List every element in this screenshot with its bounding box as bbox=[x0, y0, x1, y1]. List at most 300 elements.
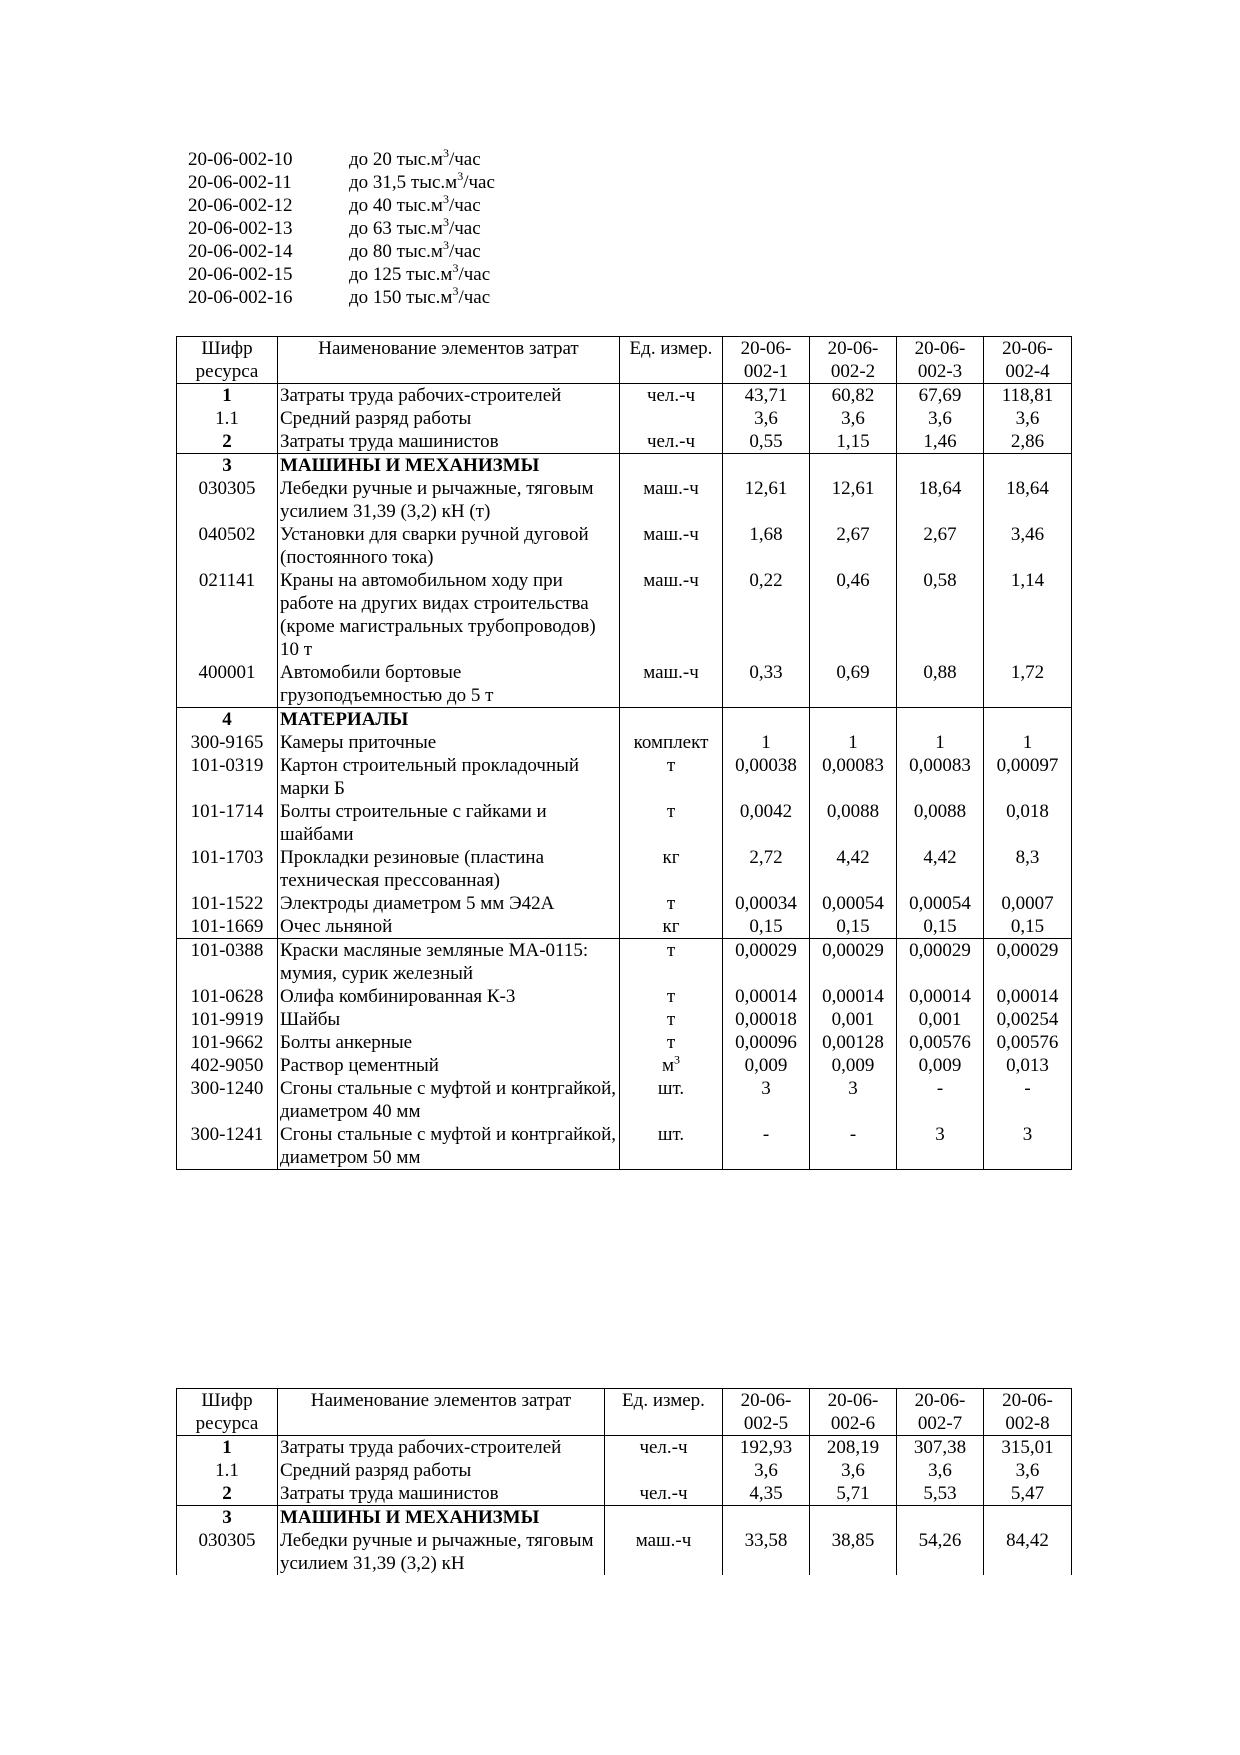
header-col-3: 20-06-002-7 bbox=[897, 1389, 984, 1436]
unit-text: чел.-ч bbox=[646, 431, 696, 452]
value-col-3: 54,26 bbox=[897, 1529, 984, 1575]
resource-name: Краски масляные земляные МА-0115: мумия, сурик железный bbox=[278, 939, 620, 986]
code-list-row bbox=[188, 214, 495, 240]
resource-code: 300-1241 bbox=[177, 1123, 278, 1170]
value-col-2: 0,0088 bbox=[810, 800, 897, 846]
resource-code: 101-0319 bbox=[177, 754, 278, 800]
resource-unit bbox=[620, 1054, 723, 1077]
value-col-4: 84,42 bbox=[984, 1529, 1072, 1575]
resource-code: 101-1703 bbox=[177, 846, 278, 892]
value-col-1: 0,009 bbox=[723, 1054, 810, 1077]
header-col-3: 20-06-002-3 bbox=[897, 337, 984, 384]
value-col-1: - bbox=[723, 1123, 810, 1170]
resource-name: Камеры приточные bbox=[278, 731, 620, 754]
code-list-desc bbox=[349, 168, 495, 194]
unit-text: т bbox=[666, 801, 676, 822]
table-row bbox=[177, 708, 1072, 732]
value-col-3: 0,88 bbox=[897, 661, 984, 708]
value-col-1: 0,00018 bbox=[723, 1008, 810, 1031]
header-code: Шифр ресурса bbox=[177, 337, 278, 384]
resource-code: 1.1 bbox=[177, 1459, 278, 1482]
value-col-2: 0,00054 bbox=[810, 892, 897, 915]
value-col-4: 0,00097 bbox=[984, 754, 1072, 800]
resource-code: 1.1 bbox=[177, 407, 278, 430]
code-list-sup: 3 bbox=[442, 214, 449, 229]
value-col-2: 0,00029 bbox=[810, 939, 897, 986]
value-col-1: 0,55 bbox=[723, 430, 810, 454]
value-col-2: 0,00014 bbox=[810, 985, 897, 1008]
table-row bbox=[177, 523, 1072, 569]
value-col-3: 0,00029 bbox=[897, 939, 984, 986]
resource-code: 402-9050 bbox=[177, 1054, 278, 1077]
value-col-4: - bbox=[984, 1077, 1072, 1123]
resource-unit bbox=[605, 1506, 723, 1530]
value-col-1: 0,0042 bbox=[723, 800, 810, 846]
table-row bbox=[177, 1506, 1072, 1530]
value-col-1: 0,33 bbox=[723, 661, 810, 708]
unit-text: маш.-ч bbox=[635, 1530, 692, 1551]
value-col-3: 2,67 bbox=[897, 523, 984, 569]
resource-unit bbox=[605, 1436, 723, 1460]
resource-name: Сгоны стальные с муфтой и контргайкой, диаметром 50 мм bbox=[278, 1123, 620, 1170]
resource-unit bbox=[620, 939, 723, 986]
resource-unit bbox=[605, 1459, 723, 1482]
unit-text: шт. bbox=[657, 1078, 685, 1099]
code-list-text: до 20 тыс.м bbox=[349, 149, 443, 170]
value-col-3: 67,69 bbox=[897, 384, 984, 408]
value-col-1 bbox=[723, 1506, 810, 1530]
value-col-4: 2,86 bbox=[984, 430, 1072, 454]
resource-unit bbox=[620, 454, 723, 478]
code-list-sup: 3 bbox=[442, 145, 449, 160]
resource-name: Электроды диаметром 5 мм Э42А bbox=[278, 892, 620, 915]
table-row bbox=[177, 477, 1072, 523]
table-header-row bbox=[177, 337, 1072, 384]
value-col-2: 0,001 bbox=[810, 1008, 897, 1031]
value-col-4: 18,64 bbox=[984, 477, 1072, 523]
resource-unit bbox=[620, 384, 723, 408]
resource-name: Сгоны стальные с муфтой и контргайкой, диаметром 40 мм bbox=[278, 1077, 620, 1123]
code-list-code: 20-06-002-14 bbox=[188, 241, 293, 262]
value-col-3: 18,64 bbox=[897, 477, 984, 523]
code-list-desc bbox=[349, 283, 491, 309]
code-list-text: до 80 тыс.м bbox=[349, 241, 443, 262]
resource-code: 021141 bbox=[177, 569, 278, 661]
resource-code: 300-9165 bbox=[177, 731, 278, 754]
resource-code: 3 bbox=[177, 1506, 278, 1530]
resource-unit bbox=[620, 430, 723, 454]
resource-name: Картон строительный прокладочный марки Б bbox=[278, 754, 620, 800]
value-col-2: 12,61 bbox=[810, 477, 897, 523]
unit-text: т bbox=[666, 755, 676, 776]
resource-name: Очес льняной bbox=[278, 915, 620, 939]
resource-code: 101-9662 bbox=[177, 1031, 278, 1054]
code-list-suffix: /час bbox=[448, 218, 481, 239]
table-row bbox=[177, 1123, 1072, 1170]
resource-name: Лебедки ручные и рычажные, тяговым усилием 31,39 (3,2) кН (т) bbox=[278, 477, 620, 523]
resource-unit bbox=[620, 800, 723, 846]
resource-code: 300-1240 bbox=[177, 1077, 278, 1123]
code-list-desc bbox=[349, 237, 481, 263]
code-list-code: 20-06-002-13 bbox=[188, 218, 293, 239]
value-col-3: - bbox=[897, 1077, 984, 1123]
value-col-3: 0,58 bbox=[897, 569, 984, 661]
table-row bbox=[177, 1054, 1072, 1077]
code-list-text: до 150 тыс.м bbox=[349, 287, 453, 308]
value-col-4: 0,0007 bbox=[984, 892, 1072, 915]
value-col-4: 5,47 bbox=[984, 1482, 1072, 1506]
value-col-2: 3,6 bbox=[810, 407, 897, 430]
unit-text: кг bbox=[662, 847, 680, 868]
value-col-4: 0,00029 bbox=[984, 939, 1072, 986]
table-row bbox=[177, 892, 1072, 915]
resource-name: Прокладки резиновые (пластина техническая прессованная) bbox=[278, 846, 620, 892]
value-col-2 bbox=[810, 708, 897, 732]
unit-text: маш.-ч bbox=[643, 570, 699, 591]
table-row bbox=[177, 1077, 1072, 1123]
resource-name: Затраты труда машинистов bbox=[278, 1482, 605, 1506]
resource-unit bbox=[620, 754, 723, 800]
resource-name: Затраты труда машинистов bbox=[278, 430, 620, 454]
value-col-3: 3 bbox=[897, 1123, 984, 1170]
value-col-3: 3,6 bbox=[897, 407, 984, 430]
value-col-4: 1,72 bbox=[984, 661, 1072, 708]
resource-code: 3 bbox=[177, 454, 278, 478]
table-header-row bbox=[177, 1389, 1072, 1436]
code-list-suffix: /час bbox=[448, 149, 481, 170]
value-col-4: 3,6 bbox=[984, 407, 1072, 430]
resource-unit bbox=[620, 708, 723, 732]
header-col-1: 20-06-002-5 bbox=[723, 1389, 810, 1436]
value-col-3: 1,46 bbox=[897, 430, 984, 454]
code-list-code: 20-06-002-16 bbox=[188, 287, 293, 308]
resource-name: Затраты труда рабочих-строителей bbox=[278, 384, 620, 408]
header-name: Наименование элементов затрат bbox=[278, 337, 620, 384]
value-col-2: 0,46 bbox=[810, 569, 897, 661]
value-col-1: 0,00029 bbox=[723, 939, 810, 986]
resource-name: Шайбы bbox=[278, 1008, 620, 1031]
value-col-4: 0,15 bbox=[984, 915, 1072, 939]
value-col-4: 3 bbox=[984, 1123, 1072, 1170]
value-col-2: 0,00083 bbox=[810, 754, 897, 800]
value-col-3: 0,00083 bbox=[897, 754, 984, 800]
table-row bbox=[177, 1529, 1072, 1575]
value-col-2: 60,82 bbox=[810, 384, 897, 408]
resource-code: 101-0388 bbox=[177, 939, 278, 986]
table-row bbox=[177, 407, 1072, 430]
resource-unit bbox=[620, 892, 723, 915]
header-col-4: 20-06-002-8 bbox=[984, 1389, 1072, 1436]
unit-text: комплект bbox=[633, 732, 709, 753]
table-row bbox=[177, 754, 1072, 800]
resource-name: Лебедки ручные и рычажные, тяговым усилием 31,39 (3,2) кН bbox=[278, 1529, 605, 1575]
value-col-4: 0,00014 bbox=[984, 985, 1072, 1008]
resource-code: 400001 bbox=[177, 661, 278, 708]
code-list-row bbox=[188, 168, 495, 194]
value-col-2: 0,00128 bbox=[810, 1031, 897, 1054]
value-col-2: 2,67 bbox=[810, 523, 897, 569]
value-col-4 bbox=[984, 1506, 1072, 1530]
resource-unit bbox=[620, 477, 723, 523]
table-row bbox=[177, 430, 1072, 454]
unit-text: чел.-ч bbox=[639, 1483, 688, 1504]
resource-unit bbox=[620, 1031, 723, 1054]
resource-name: Средний разряд работы bbox=[278, 1459, 605, 1482]
value-col-4: 1 bbox=[984, 731, 1072, 754]
unit-sup: 3 bbox=[674, 1052, 681, 1067]
code-list-sup: 3 bbox=[452, 260, 459, 275]
code-list-suffix: /час bbox=[463, 172, 495, 193]
value-col-4: 0,00576 bbox=[984, 1031, 1072, 1054]
value-col-1: 3,6 bbox=[723, 1459, 810, 1482]
value-col-2: 5,71 bbox=[810, 1482, 897, 1506]
unit-text: м bbox=[661, 1055, 675, 1076]
value-col-4: 315,01 bbox=[984, 1436, 1072, 1460]
value-col-1: 0,15 bbox=[723, 915, 810, 939]
value-col-1: 12,61 bbox=[723, 477, 810, 523]
table-row bbox=[177, 915, 1072, 939]
resource-code: 101-1714 bbox=[177, 800, 278, 846]
unit-text: шт. bbox=[657, 1124, 685, 1145]
value-col-2: - bbox=[810, 1123, 897, 1170]
table-row bbox=[177, 731, 1072, 754]
unit-text: маш.-ч bbox=[643, 524, 699, 545]
value-col-1: 0,00038 bbox=[723, 754, 810, 800]
value-col-3: 0,001 bbox=[897, 1008, 984, 1031]
value-col-3 bbox=[897, 708, 984, 732]
code-list-suffix: /час bbox=[458, 264, 491, 285]
resource-code: 101-0628 bbox=[177, 985, 278, 1008]
value-col-4: 3,6 bbox=[984, 1459, 1072, 1482]
code-list-sup: 3 bbox=[442, 237, 449, 252]
value-col-3: 307,38 bbox=[897, 1436, 984, 1460]
resource-name: МАШИНЫ И МЕХАНИЗМЫ bbox=[278, 1506, 605, 1530]
code-list-desc bbox=[349, 145, 481, 171]
unit-text: чел.-ч bbox=[639, 1437, 688, 1458]
value-col-2: 4,42 bbox=[810, 846, 897, 892]
resource-name: МАШИНЫ И МЕХАНИЗМЫ bbox=[278, 454, 620, 478]
value-col-1: 0,00096 bbox=[723, 1031, 810, 1054]
resource-name: Средний разряд работы bbox=[278, 407, 620, 430]
code-list-text: до 31,5 тыс.м bbox=[349, 172, 458, 193]
code-list-suffix: /час bbox=[448, 241, 481, 262]
code-list-row bbox=[188, 145, 495, 171]
table-row bbox=[177, 1008, 1072, 1031]
value-col-3: 0,15 bbox=[897, 915, 984, 939]
value-col-3: 5,53 bbox=[897, 1482, 984, 1506]
code-list-desc bbox=[349, 260, 491, 286]
value-col-1: 2,72 bbox=[723, 846, 810, 892]
value-col-2: 3,6 bbox=[810, 1459, 897, 1482]
code-list-text: до 63 тыс.м bbox=[349, 218, 443, 239]
value-col-1: 1 bbox=[723, 731, 810, 754]
value-col-1: 192,93 bbox=[723, 1436, 810, 1460]
code-list-desc bbox=[349, 214, 481, 240]
resource-name: Болты строительные с гайками и шайбами bbox=[278, 800, 620, 846]
value-col-4: 8,3 bbox=[984, 846, 1072, 892]
value-col-3: 0,009 bbox=[897, 1054, 984, 1077]
value-col-3: 1 bbox=[897, 731, 984, 754]
resource-unit bbox=[620, 985, 723, 1008]
value-col-3: 3,6 bbox=[897, 1459, 984, 1482]
resource-code: 030305 bbox=[177, 477, 278, 523]
resource-unit bbox=[620, 1123, 723, 1170]
table-row bbox=[177, 939, 1072, 986]
resource-code: 2 bbox=[177, 430, 278, 454]
resource-table-2 bbox=[176, 1388, 1072, 1575]
resource-table-1 bbox=[176, 336, 1072, 1170]
resource-code: 101-9919 bbox=[177, 1008, 278, 1031]
table-row bbox=[177, 1031, 1072, 1054]
code-list-code: 20-06-002-15 bbox=[188, 264, 293, 285]
code-list-code: 20-06-002-11 bbox=[188, 172, 292, 193]
resource-code: 040502 bbox=[177, 523, 278, 569]
unit-text: т bbox=[666, 893, 676, 914]
value-col-1 bbox=[723, 454, 810, 478]
code-list-suffix: /час bbox=[458, 287, 491, 308]
code-list-text: до 125 тыс.м bbox=[349, 264, 453, 285]
header-col-4: 20-06-002-4 bbox=[984, 337, 1072, 384]
value-col-2: 0,15 bbox=[810, 915, 897, 939]
value-col-2: 208,19 bbox=[810, 1436, 897, 1460]
unit-text: кг bbox=[662, 916, 680, 937]
resource-unit bbox=[620, 731, 723, 754]
header-code: Шифр ресурса bbox=[177, 1389, 278, 1436]
value-col-4 bbox=[984, 708, 1072, 732]
table-row bbox=[177, 985, 1072, 1008]
resource-name: Болты анкерные bbox=[278, 1031, 620, 1054]
table-row bbox=[177, 661, 1072, 708]
value-col-2: 38,85 bbox=[810, 1529, 897, 1575]
value-col-1: 1,68 bbox=[723, 523, 810, 569]
resource-code: 4 bbox=[177, 708, 278, 732]
code-list-sup: 3 bbox=[452, 283, 459, 298]
value-col-1 bbox=[723, 708, 810, 732]
resource-unit bbox=[620, 407, 723, 430]
value-col-2 bbox=[810, 454, 897, 478]
table-row bbox=[177, 1459, 1072, 1482]
value-col-3: 0,00054 bbox=[897, 892, 984, 915]
resource-name: Установки для сварки ручной дуговой (постоянного тока) bbox=[278, 523, 620, 569]
table-row bbox=[177, 384, 1072, 408]
resource-code: 101-1522 bbox=[177, 892, 278, 915]
table-row bbox=[177, 1482, 1072, 1506]
value-col-3 bbox=[897, 1506, 984, 1530]
value-col-4: 0,013 bbox=[984, 1054, 1072, 1077]
value-col-4: 0,00254 bbox=[984, 1008, 1072, 1031]
value-col-2: 3 bbox=[810, 1077, 897, 1123]
resource-name: МАТЕРИАЛЫ bbox=[278, 708, 620, 732]
resource-unit bbox=[620, 1077, 723, 1123]
code-list-row bbox=[188, 237, 495, 263]
resource-unit bbox=[605, 1529, 723, 1575]
header-col-2: 20-06-002-6 bbox=[810, 1389, 897, 1436]
value-col-1: 43,71 bbox=[723, 384, 810, 408]
value-col-2 bbox=[810, 1506, 897, 1530]
value-col-1: 33,58 bbox=[723, 1529, 810, 1575]
value-col-2: 1 bbox=[810, 731, 897, 754]
value-col-1: 0,00014 bbox=[723, 985, 810, 1008]
code-list-row bbox=[188, 260, 495, 286]
value-col-3: 0,00576 bbox=[897, 1031, 984, 1054]
unit-text: т bbox=[666, 986, 676, 1007]
table-row bbox=[177, 454, 1072, 478]
resource-code: 1 bbox=[177, 1436, 278, 1460]
code-list bbox=[188, 145, 495, 309]
resource-unit bbox=[620, 661, 723, 708]
unit-text: чел.-ч bbox=[646, 385, 696, 406]
unit-text: маш.-ч bbox=[643, 478, 699, 499]
code-list-desc bbox=[349, 191, 481, 217]
value-col-4: 118,81 bbox=[984, 384, 1072, 408]
header-col-1: 20-06-002-1 bbox=[723, 337, 810, 384]
table-row bbox=[177, 846, 1072, 892]
resource-unit bbox=[605, 1482, 723, 1506]
code-list-row bbox=[188, 283, 495, 309]
resource-name: Краны на автомобильном ходу при работе на других видах строительства (кроме магистральных трубопроводов) 10 т bbox=[278, 569, 620, 661]
resource-code: 1 bbox=[177, 384, 278, 408]
unit-text: т bbox=[666, 1009, 676, 1030]
resource-unit bbox=[620, 1008, 723, 1031]
resource-unit bbox=[620, 569, 723, 661]
table-row bbox=[177, 1436, 1072, 1460]
resource-name: Раствор цементный bbox=[278, 1054, 620, 1077]
value-col-3 bbox=[897, 454, 984, 478]
unit-text: т bbox=[666, 1032, 676, 1053]
value-col-1: 0,22 bbox=[723, 569, 810, 661]
resource-unit bbox=[620, 915, 723, 939]
value-col-2: 0,009 bbox=[810, 1054, 897, 1077]
resource-unit bbox=[620, 523, 723, 569]
code-list-sup: 3 bbox=[442, 191, 449, 206]
value-col-4: 3,46 bbox=[984, 523, 1072, 569]
resource-name: Автомобили бортовые грузоподъемностью до 5 т bbox=[278, 661, 620, 708]
value-col-1: 0,00034 bbox=[723, 892, 810, 915]
value-col-4: 1,14 bbox=[984, 569, 1072, 661]
code-list-row bbox=[188, 191, 495, 217]
code-list-code: 20-06-002-10 bbox=[188, 149, 293, 170]
value-col-2: 0,69 bbox=[810, 661, 897, 708]
value-col-4: 0,018 bbox=[984, 800, 1072, 846]
value-col-3: 4,42 bbox=[897, 846, 984, 892]
resource-name: Олифа комбинированная К-3 bbox=[278, 985, 620, 1008]
table-row bbox=[177, 569, 1072, 661]
value-col-4 bbox=[984, 454, 1072, 478]
value-col-1: 3,6 bbox=[723, 407, 810, 430]
value-col-1: 3 bbox=[723, 1077, 810, 1123]
value-col-3: 0,00014 bbox=[897, 985, 984, 1008]
header-unit: Ед. измер. bbox=[605, 1389, 723, 1436]
code-list-text: до 40 тыс.м bbox=[349, 195, 443, 216]
code-list-suffix: /час bbox=[448, 195, 481, 216]
resource-code: 2 bbox=[177, 1482, 278, 1506]
unit-text: т bbox=[666, 940, 676, 961]
table-row bbox=[177, 800, 1072, 846]
unit-text: маш.-ч bbox=[643, 662, 699, 683]
value-col-3: 0,0088 bbox=[897, 800, 984, 846]
code-list-sup: 3 bbox=[457, 168, 464, 183]
value-col-1: 4,35 bbox=[723, 1482, 810, 1506]
header-unit: Ед. измер. bbox=[620, 337, 723, 384]
resource-code: 101-1669 bbox=[177, 915, 278, 939]
value-col-2: 1,15 bbox=[810, 430, 897, 454]
code-list-code: 20-06-002-12 bbox=[188, 195, 293, 216]
header-name: Наименование элементов затрат bbox=[278, 1389, 605, 1436]
resource-name: Затраты труда рабочих-строителей bbox=[278, 1436, 605, 1460]
header-col-2: 20-06-002-2 bbox=[810, 337, 897, 384]
resource-code: 030305 bbox=[177, 1529, 278, 1575]
resource-unit bbox=[620, 846, 723, 892]
